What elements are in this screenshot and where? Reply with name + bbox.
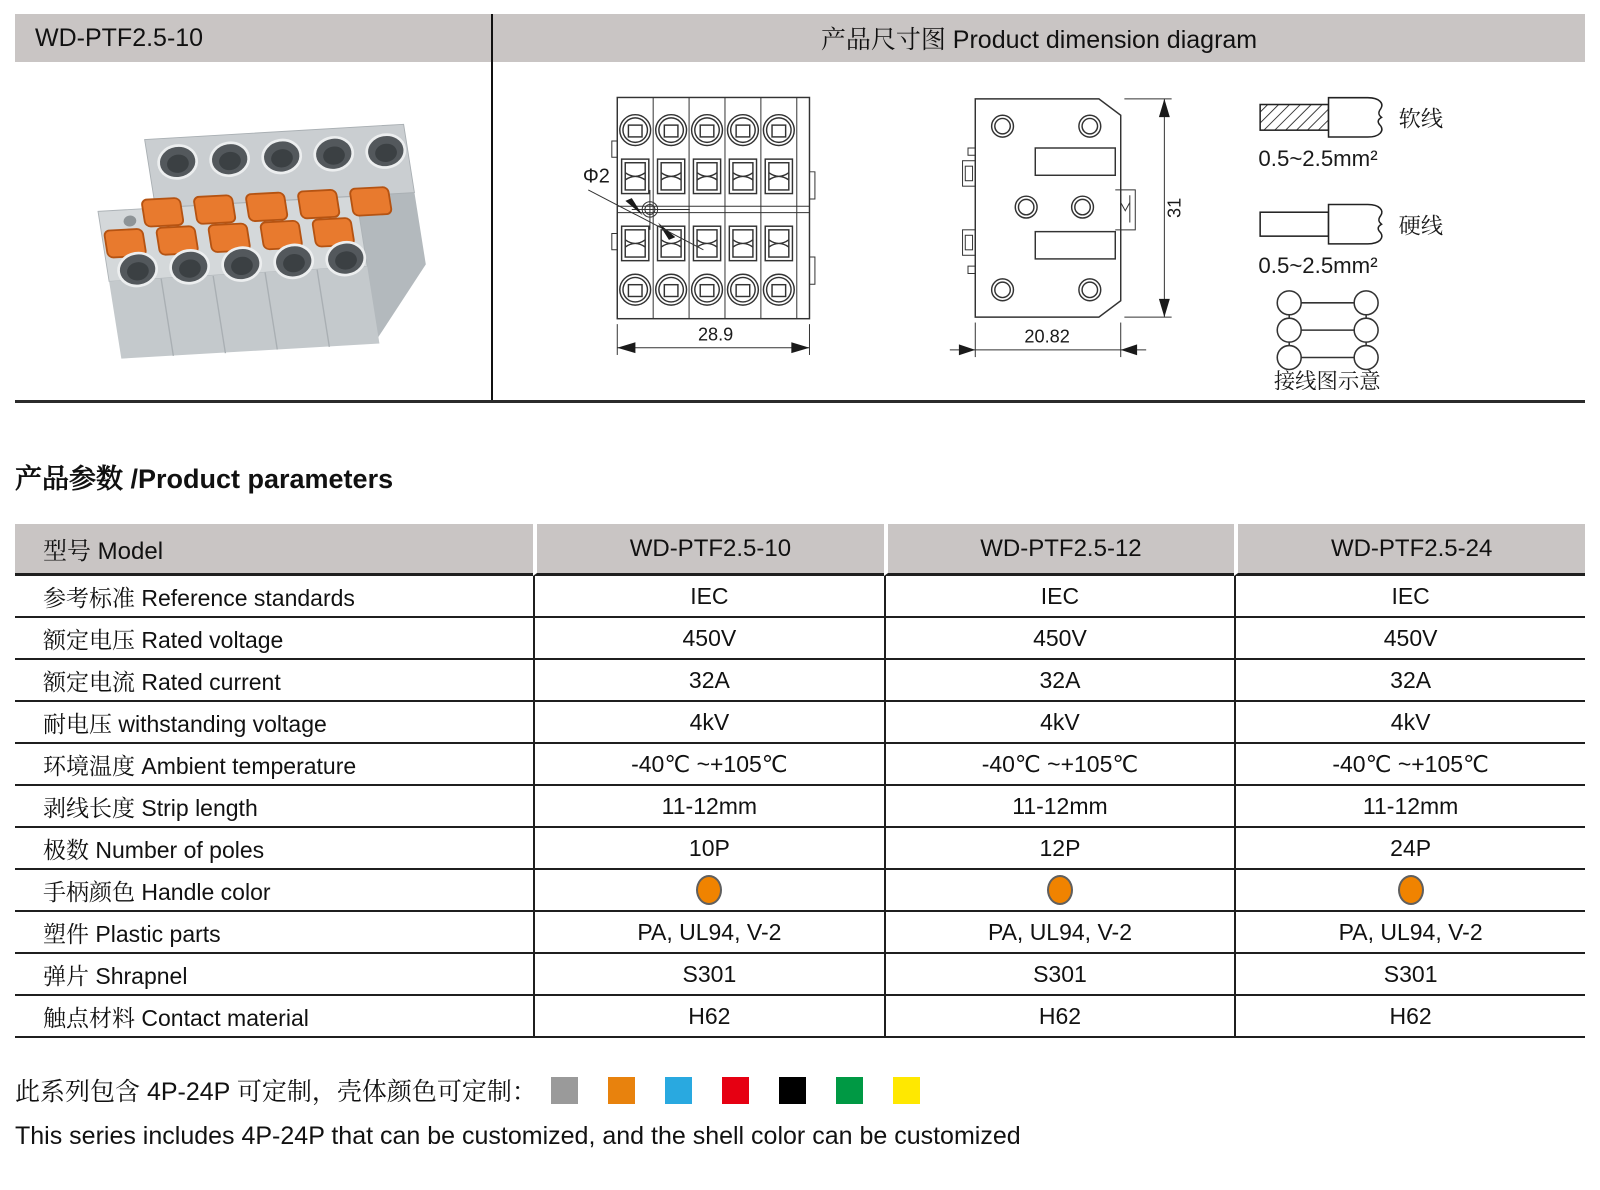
row-label: 环境温度 Ambient temperature [15, 744, 533, 786]
handle-color-swatch [696, 875, 722, 905]
row-value: H62 [1234, 996, 1585, 1038]
shell-color-swatch [779, 1077, 806, 1104]
side-height-dim: 31 [1164, 197, 1185, 218]
table-row [15, 870, 1585, 912]
row-value: 32A [1234, 660, 1585, 702]
row-value: S301 [884, 954, 1235, 996]
row-value: 4kV [884, 702, 1235, 744]
row-label: 参考标准 Reference standards [15, 576, 533, 618]
row-value: S301 [1234, 954, 1585, 996]
hard-wire-range: 0.5~2.5mm² [1258, 252, 1378, 278]
row-value: -40℃ ~+105℃ [533, 744, 884, 786]
row-value: 10P [533, 828, 884, 870]
side-width-dim: 20.82 [1024, 326, 1070, 347]
row-value: -40℃ ~+105℃ [1234, 744, 1585, 786]
col-header-ptf24: WD-PTF2.5-24 [1234, 524, 1585, 576]
table-row [15, 660, 1585, 702]
dimension-section [15, 14, 1585, 403]
row-value: S301 [533, 954, 884, 996]
soft-wire-label: 软线 [1398, 106, 1444, 132]
row-label: 额定电流 Rated current [15, 660, 533, 702]
row-value: 11-12mm [884, 786, 1235, 828]
wiring-diagram-caption: 接线图示意 [1273, 369, 1381, 390]
parameters-heading: 产品参数 /Product parameters [15, 464, 394, 494]
front-width-dim: 28.9 [697, 324, 734, 345]
col-header-model: 型号 Model [15, 524, 533, 576]
table-row [15, 702, 1585, 744]
row-value: 4kV [533, 702, 884, 744]
shell-color-swatch [722, 1077, 749, 1104]
hard-wire-label: 硬线 [1398, 213, 1444, 239]
shell-color-swatches [551, 1077, 950, 1104]
row-value: 450V [884, 618, 1235, 660]
product-photo-cell [15, 62, 493, 400]
diagram-area [15, 62, 1585, 400]
table-row [15, 744, 1585, 786]
row-value: 450V [1234, 618, 1585, 660]
row-value: 12P [884, 828, 1235, 870]
row-value: IEC [1234, 576, 1585, 618]
shell-color-swatch [608, 1077, 635, 1104]
row-value: 4kV [1234, 702, 1585, 744]
row-value: -40℃ ~+105℃ [884, 744, 1235, 786]
row-value: PA, UL94, V-2 [1234, 912, 1585, 954]
handle-color-cell [1234, 870, 1585, 912]
hard-wire-icon [1260, 205, 1382, 244]
row-value: IEC [884, 576, 1235, 618]
row-value: 11-12mm [533, 786, 884, 828]
table-row [15, 576, 1585, 618]
table-row [15, 954, 1585, 996]
table-row [15, 618, 1585, 660]
front-hole-dim: Φ2 [582, 165, 610, 188]
row-label: 额定电压 Rated voltage [15, 618, 533, 660]
row-value: 32A [884, 660, 1235, 702]
row-label: 触点材料 Contact material [15, 996, 533, 1038]
col-header-ptf12: WD-PTF2.5-12 [884, 524, 1235, 576]
model-title: WD-PTF2.5-10 [15, 14, 493, 62]
col-header-ptf10: WD-PTF2.5-10 [533, 524, 884, 576]
row-label: 弹片 Shrapnel [15, 954, 533, 996]
front-view-drawing [581, 88, 853, 388]
table-header-row [15, 524, 1585, 576]
row-value: 450V [533, 618, 884, 660]
row-value: H62 [533, 996, 884, 1038]
row-label: 耐电压 withstanding voltage [15, 702, 533, 744]
customization-note [15, 1072, 1585, 1151]
parameters-table-body [15, 576, 1585, 1038]
section-header-bar [15, 14, 1585, 62]
table-row [15, 996, 1585, 1038]
note-en: This series includes 4P-24P that can be customized, and the shell color can be customized [15, 1122, 1021, 1150]
drawings-cell [493, 62, 1585, 400]
row-value: 24P [1234, 828, 1585, 870]
side-view-drawing [903, 88, 1193, 388]
wiring-diagram-icon [1277, 291, 1378, 370]
handle-color-cell [533, 870, 884, 912]
handle-color-swatch [1047, 875, 1073, 905]
shell-color-swatch [836, 1077, 863, 1104]
shell-color-swatch [665, 1077, 692, 1104]
section-title: 产品尺寸图 Product dimension diagram [820, 26, 1258, 54]
row-value: PA, UL94, V-2 [884, 912, 1235, 954]
soft-wire-icon [1260, 98, 1382, 137]
row-value: PA, UL94, V-2 [533, 912, 884, 954]
handle-color-swatch [1398, 875, 1424, 905]
row-value: H62 [884, 996, 1235, 1038]
row-value: 32A [533, 660, 884, 702]
handle-color-cell [884, 870, 1235, 912]
row-label: 极数 Number of poles [15, 828, 533, 870]
soft-wire-range: 0.5~2.5mm² [1258, 146, 1378, 172]
parameters-table [15, 524, 1585, 1038]
row-value: IEC [533, 576, 884, 618]
row-label: 手柄颜色 Handle color [15, 870, 533, 912]
table-row [15, 912, 1585, 954]
wire-legend [1255, 84, 1473, 390]
shell-color-swatch [893, 1077, 920, 1104]
shell-color-swatch [551, 1077, 578, 1104]
product-photo [53, 81, 453, 381]
note-cn: 此系列包含 4P-24P 可定制，壳体颜色可定制： [15, 1078, 537, 1106]
row-label: 塑件 Plastic parts [15, 912, 533, 954]
table-row [15, 786, 1585, 828]
table-row [15, 828, 1585, 870]
row-value: 11-12mm [1234, 786, 1585, 828]
row-label: 剥线长度 Strip length [15, 786, 533, 828]
